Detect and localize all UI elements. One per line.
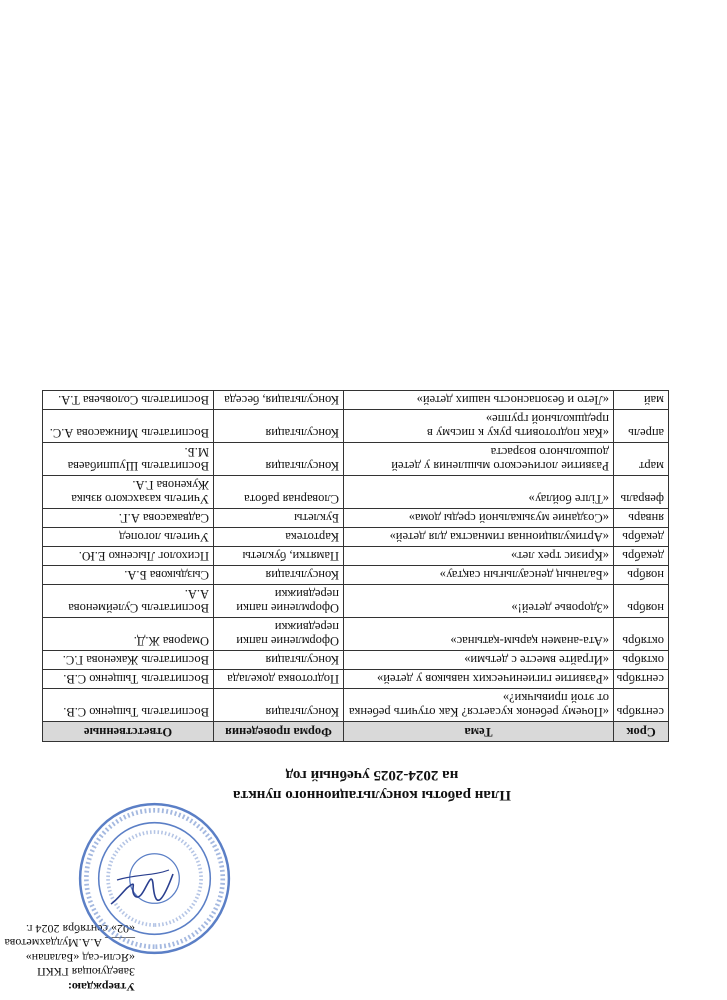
cell-topic: «Артикуляционная гимнастка для детей» [344, 528, 614, 547]
signature [107, 862, 179, 914]
plan-table [42, 390, 669, 742]
approval-title: Утверждаю: [67, 980, 135, 994]
cell-form: Консультация, беседа [214, 391, 344, 410]
cell-term: ноябрь [614, 585, 669, 618]
cell-responsible: Воспитатель Тыщенко С.В. [43, 670, 214, 689]
cell-topic: «Лето и безопасность наших детей» [344, 391, 614, 410]
cell-form: Подготовка докелада [214, 670, 344, 689]
cell-responsible: Воспитатель Минжасова А.С. [43, 410, 214, 443]
cell-form: Консультация [214, 410, 344, 443]
table-row [43, 566, 669, 585]
approval-line: «02» сентября 2024 г. [25, 922, 135, 936]
cell-term: сентябрь [614, 670, 669, 689]
cell-topic: «Почему ребенок кусается? Как отучить ребенка от этой привычки?» [344, 689, 614, 722]
cell-form: Оформление папки передвижки [214, 585, 344, 618]
cell-form: Буклеты [214, 509, 344, 528]
table-row [43, 509, 669, 528]
table-row [43, 618, 669, 651]
cell-term: май [614, 391, 669, 410]
cell-responsible: Психолог Лысенко Е.Ю. [43, 547, 214, 566]
cell-term: апрель [614, 410, 669, 443]
table-row [43, 476, 669, 509]
table-row [43, 410, 669, 443]
header-cell-responsible: Ответственные [43, 722, 214, 742]
cell-topic: «Как подготовить руку к письму в предшкольной группе» [344, 410, 614, 443]
cell-form: Консультация [214, 443, 344, 476]
table-row [43, 689, 669, 722]
cell-form: Консультация [214, 689, 344, 722]
approval-line: «Ясли-сад «Балапан» [25, 951, 135, 965]
cell-responsible: Воспитатель Сулейменова А.А. [43, 585, 214, 618]
cell-responsible: Учитель казахского языка Жукенова Г.А. [43, 476, 214, 509]
header-cell-topic: Тема [344, 722, 614, 742]
cell-responsible: Садвакасова А.Г. [43, 509, 214, 528]
cell-topic: «Баланың денсаулығын сақтау» [344, 566, 614, 585]
plan-title-line: План работы консультационного пункта [233, 787, 511, 803]
cell-topic: Развитие логического мышления у детей дошкольного возраста [344, 443, 614, 476]
plan-title [167, 765, 577, 805]
cell-form: Консультация [214, 566, 344, 585]
table-row [43, 547, 669, 566]
cell-topic: «Ата-анамен қарым-қатынас» [344, 618, 614, 651]
cell-topic: «Кризис трех лет» [344, 547, 614, 566]
table-row [43, 585, 669, 618]
cell-form: Словарная работа [214, 476, 344, 509]
signature-underline [117, 870, 169, 880]
cell-form: Памятки, буклеты [214, 547, 344, 566]
cell-responsible: Омарова Ж.Д. [43, 618, 214, 651]
cell-responsible: Воспитатель Шушпибаева М.Б. [43, 443, 214, 476]
cell-term: ноябрь [614, 566, 669, 585]
cell-topic: «Развитие гигиенических навыков у детей» [344, 670, 614, 689]
cell-responsible: Воспитатель Соловьева Т.А. [43, 391, 214, 410]
cell-responsible: Учитель логопед [43, 528, 214, 547]
cell-responsible: Сыздыкова Б.А. [43, 566, 214, 585]
cell-term: март [614, 443, 669, 476]
header-cell-term: Срок [614, 722, 669, 742]
header-cell-form: Форма проведения [214, 722, 344, 742]
cell-topic: «Играйте вместе с детьми» [344, 651, 614, 670]
cell-topic: «Создание музыкальной среды дома» [344, 509, 614, 528]
table-header-row [43, 722, 669, 742]
cell-responsible: Воспитатель Жакенова Г.С. [43, 651, 214, 670]
cell-term: октябрь [614, 651, 669, 670]
cell-term: декабрь [614, 528, 669, 547]
approval-line: _____ А.А.Мулдахметова [4, 936, 135, 951]
cell-term: сентябрь [614, 689, 669, 722]
cell-responsible: Воспитатель Тыщенко С.В. [43, 689, 214, 722]
table-row [43, 670, 669, 689]
cell-topic: «Здоровье детей!» [344, 585, 614, 618]
cell-form: Оформление папки передвижки [214, 618, 344, 651]
table-row [43, 443, 669, 476]
table-row [43, 391, 669, 410]
plan-title-line: на 2024-2025 учебный год [285, 767, 459, 783]
cell-form: Консультация [214, 651, 344, 670]
table-row [43, 651, 669, 670]
cell-topic: «Тілге бойлау» [344, 476, 614, 509]
cell-form: Картотека [214, 528, 344, 547]
cell-term: февраль [614, 476, 669, 509]
table-row [43, 528, 669, 547]
cell-term: октябрь [614, 618, 669, 651]
cell-term: декабрь [614, 547, 669, 566]
cell-term: январь [614, 509, 669, 528]
approval-line: Заведующая ГККП [37, 965, 135, 980]
